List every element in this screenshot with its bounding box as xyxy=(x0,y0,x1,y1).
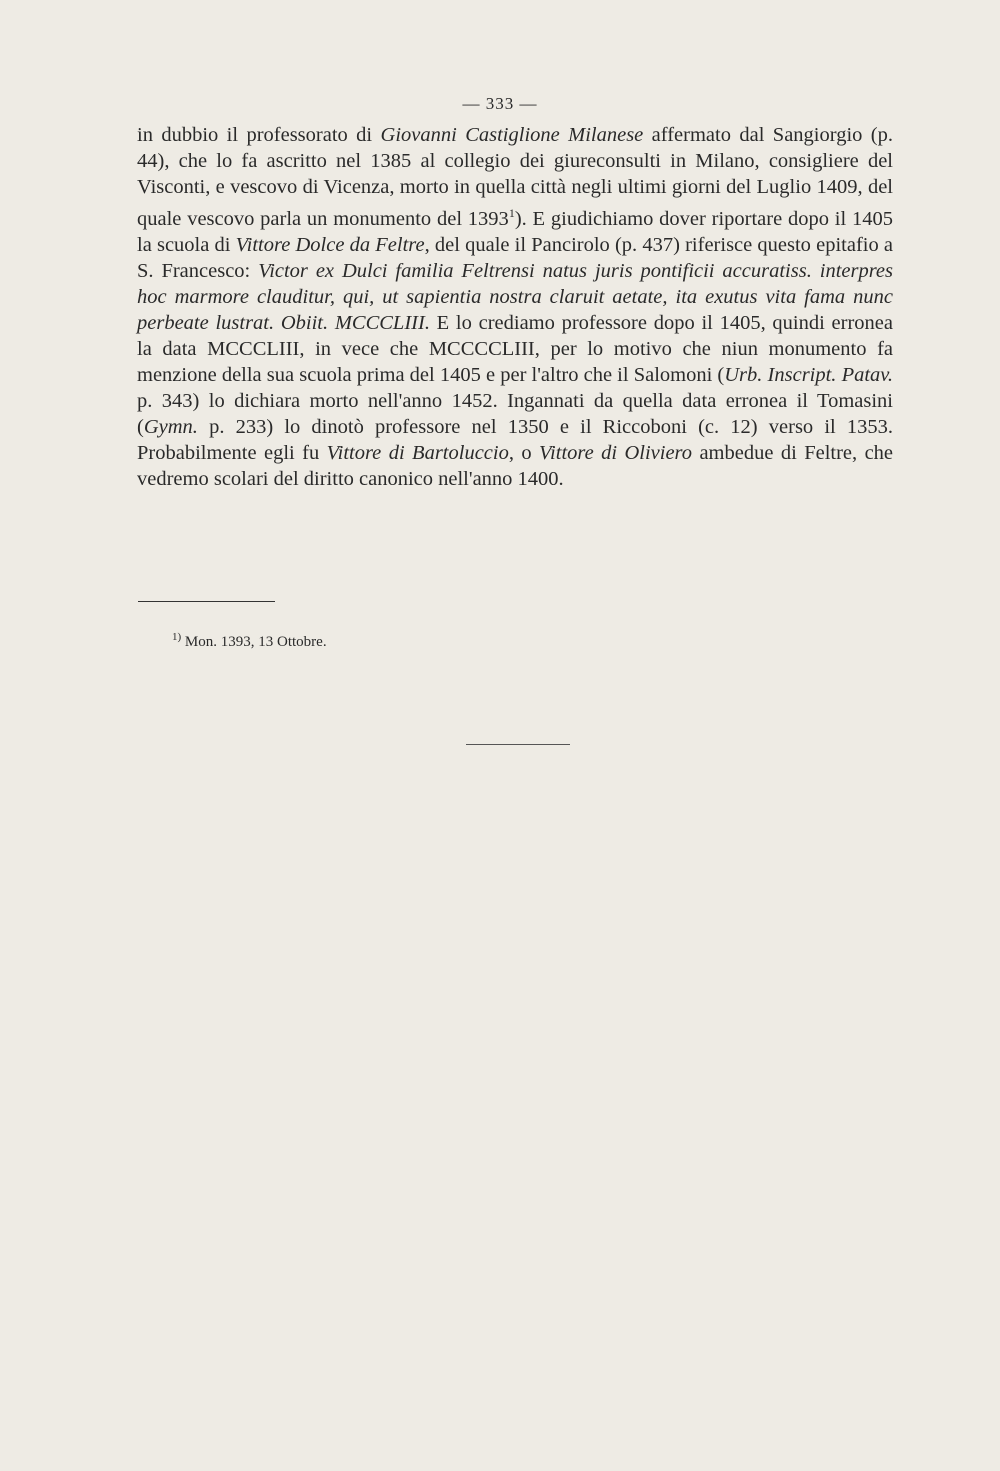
footnote-divider xyxy=(138,601,275,602)
text-run: E lo crediamo professore dopo il 1405, quindi erronea la data MCCCLIII, in vece che MCCCCLIII, per lo motivo che niun monumento fa menzione della sua scuola prima del 1405 e per l'altro che il Salomoni ( xyxy=(137,311,893,386)
italic-name-oliviero: Vittore di Oliviero xyxy=(539,441,693,464)
text-run: ). E giudichiamo dover riportare dopo il 1405 la scuola di xyxy=(137,207,893,256)
italic-citation-gymn: Gymn. xyxy=(143,415,198,438)
text-run: affermato dal Sangiorgio (p. 44), che lo fa ascritto nel 1385 al collegio dei giureconsulti in Milano, consigliere del Visconti, e vescovo di Vicenza, morto in quella città negli ultimi giorni del Luglio 1409, del quale vescovo parla un monumento del 1393 xyxy=(137,124,893,230)
text-run: in dubbio il professorato di xyxy=(137,124,381,146)
body-paragraph xyxy=(137,122,893,492)
text-run: p. 233) lo dinotò professore nel 1350 e il Riccoboni (c. 12) verso il 1353. Probabilmente egli fu xyxy=(137,415,893,464)
footnote xyxy=(172,631,327,651)
footnote-reference[interactable]: 1 xyxy=(508,206,515,220)
footnote-text: Mon. 1393, 13 Ottobre. xyxy=(181,634,327,650)
text-run: , del quale il Pancirolo (p. 437) riferisce questo epitafio a S. Francesco: xyxy=(137,233,893,282)
italic-epitaph: Victor ex Dulci familia Feltrensi natus juris pontificii accuratiss. interpres hoc marmore clauditur, qui, ut sapientia nostra claruit aetate, ita exutus vita fama nunc perbeate lustrat. Obiit. MCCCLIII. xyxy=(137,259,894,334)
italic-name-bartoluccio: Vittore di Bartoluccio xyxy=(326,441,509,464)
italic-citation-urb-inscript: Urb. Inscript. Patav. xyxy=(724,363,893,386)
text-run: , o xyxy=(508,441,540,464)
end-divider xyxy=(466,744,570,745)
footnote-marker: 1) xyxy=(172,631,182,643)
italic-name-vittore-dolce: Vittore Dolce da Feltre xyxy=(235,233,425,256)
text-run: ambedue di Feltre, che vedremo scolari del diritto canonico nell'anno 1400. xyxy=(137,441,894,490)
text-run: p. 343) lo dichiara morto nell'anno 1452. Ingannati da quella data erronea il Tomasini ( xyxy=(137,389,893,438)
italic-name-castiglione: Giovanni Castiglione Milanese xyxy=(380,124,644,146)
page-number: — 333 — xyxy=(462,94,538,113)
